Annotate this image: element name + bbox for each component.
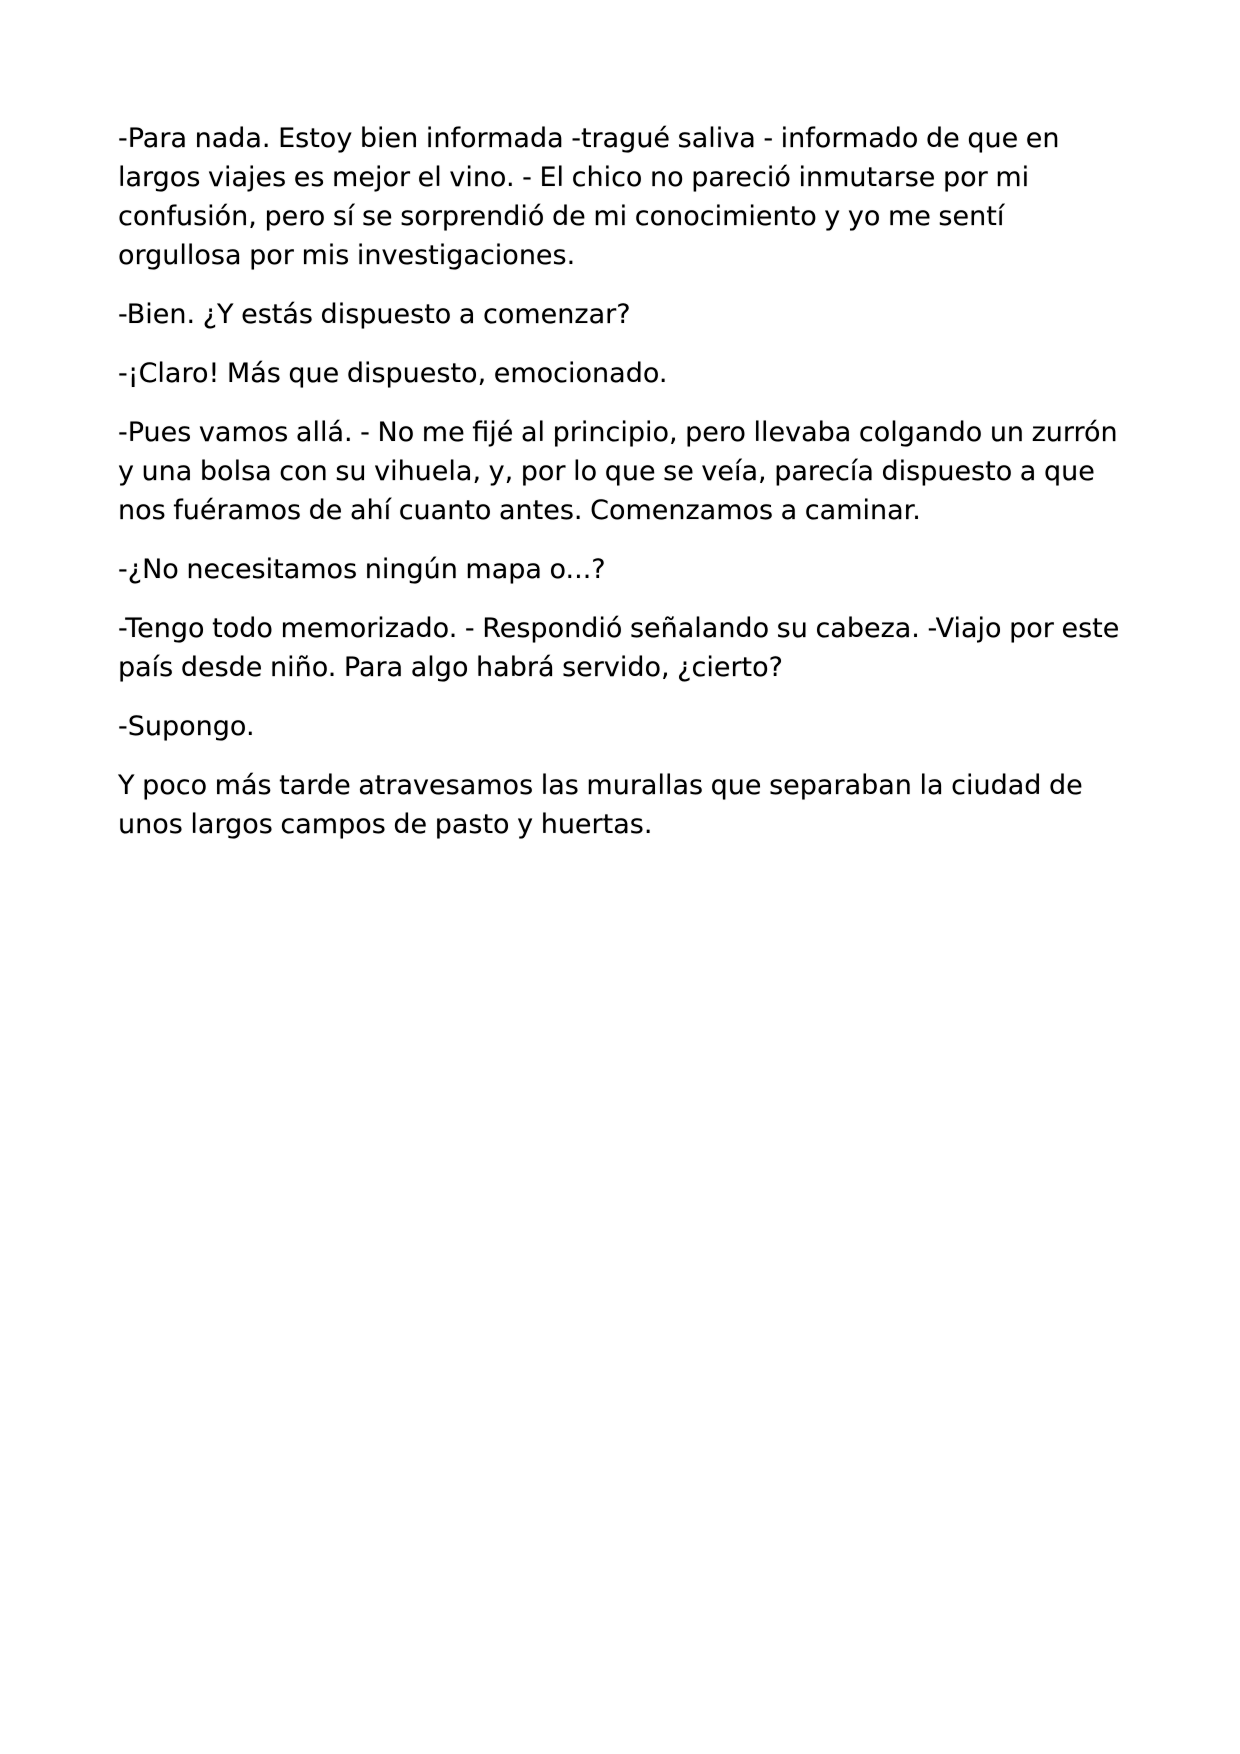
paragraph: -Pues vamos allá. - No me fijé al principio, pero llevaba colgando un zurrón y una bolsa con su vihuela, y, por lo que se veía, parecía dispuesto a que nos fuéramos de ahí cuanto antes. Comenzamos a caminar. [118, 417, 1118, 526]
document-body [118, 119, 1128, 864]
paragraph: -Supongo. [118, 711, 255, 742]
paragraph: -Tengo todo memorizado. - Respondió señalando su cabeza. -Viajo por este país desde niño. Para algo habrá servido, ¿cierto? [118, 613, 1120, 683]
paragraph: Y poco más tarde atravesamos las murallas que separaban la ciudad de unos largos campos de pasto y huertas. [118, 770, 1083, 840]
paragraph: -¿No necesitamos ningún mapa o...? [118, 554, 606, 585]
paragraph: -Para nada. Estoy bien informada -tragué saliva - informado de que en largos viajes es mejor el vino. - El chico no pareció inmutarse por mi confusión, pero sí se sorprendió de mi conocimiento y yo me sentí orgullosa por mis investigaciones. [118, 123, 1060, 271]
paragraph: -Bien. ¿Y estás dispuesto a comenzar? [118, 299, 631, 330]
paragraph: -¡Claro! Más que dispuesto, emocionado. [118, 358, 668, 389]
